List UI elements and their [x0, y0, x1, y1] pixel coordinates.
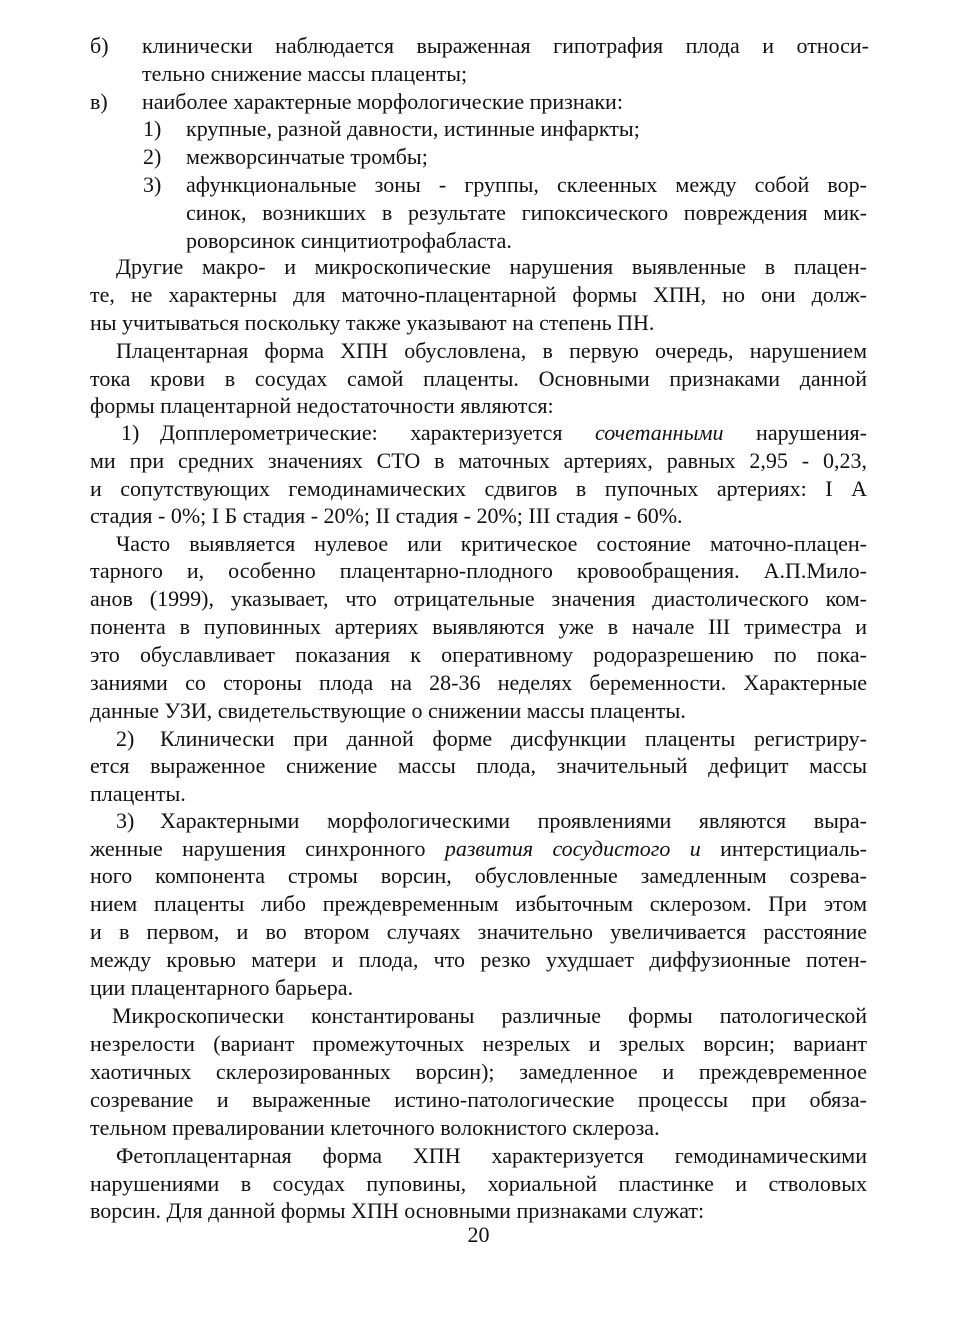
sublist-item-3-line2: синок, возникших в результате гипоксического повреждения мик- — [186, 200, 867, 225]
paragraph-4-line: анов (1999), указывает, что отрицательные значения диастолического ком- — [90, 586, 867, 611]
list-marker-v: в) — [90, 89, 108, 114]
paragraph-7-line: хаотичных склерозированных ворсин); замедленное и преждевременное — [90, 1059, 867, 1084]
list-item-b-line2: тельно снижение массы плаценты; — [142, 61, 468, 86]
paragraph-6-line: ции плацентарного барьера. — [90, 975, 354, 1000]
paragraph-8-line: Фетоплацентарная форма ХПН характеризуется гемодинамическими — [116, 1143, 867, 1168]
paragraph-4-line: Часто выявляется нулевое или критическое состояние маточно-плацен- — [116, 531, 867, 556]
sublist-item-3-line1: афункциональные зоны - группы, склеенных между собой вор- — [186, 172, 867, 197]
numbered-marker-1: 1) — [121, 420, 140, 445]
paragraph-7-line: незрелости (вариант промежуточных незрелых и зрелых ворсин; вариант — [90, 1031, 867, 1056]
paragraph-1-line: Другие макро- и микроскопические нарушения выявленные в плацен- — [116, 254, 867, 279]
paragraph-3-line: ми при средних значениях СТО в маточных артериях, равных 2,95 - 0,23, — [90, 448, 867, 473]
paragraph-5-line: плаценты. — [90, 781, 186, 806]
paragraph-3-line: и сопутствующих гемодинамических сдвигов в пупочных артериях: I А — [90, 476, 867, 501]
page-number: 20 — [467, 1222, 490, 1247]
paragraph-7-line: Микроскопически константированы различные формы патологической — [112, 1003, 867, 1028]
paragraph-6-line: между кровью матери и плода, что резко ухудшает диффузионные потен- — [90, 947, 867, 972]
paragraph-8-line: нарушениями в сосудах пуповины, хориальной пластинке и стволовых — [90, 1171, 867, 1196]
paragraph-6-line1: Характерными морфологическими проявлениями являются выра- — [160, 808, 867, 833]
paragraph-2-line: тока крови в сосудах самой плаценты. Основными признаками данной — [90, 366, 867, 391]
sublist-marker-2: 2) — [143, 144, 162, 169]
paragraph-6-text: женные нарушения синхронного — [90, 836, 445, 861]
emphasis-text: развития сосудистого и — [444, 836, 701, 861]
sublist-marker-3: 3) — [143, 172, 162, 197]
paragraph-4-line: понента в пуповинных артериях выявляются уже в начале III триместра и — [90, 614, 867, 639]
paragraph-8-line: ворсин. Для данной формы ХПН основными признаками служат: — [90, 1198, 705, 1223]
sublist-item-1: крупные, разной давности, истинные инфаркты; — [186, 116, 640, 141]
paragraph-5-line1: Клинически при данной форме дисфункции плаценты регистриру- — [160, 726, 867, 751]
paragraph-1-line: ны учитываться поскольку также указывают на степень ПН. — [90, 310, 655, 335]
paragraph-3-text: нарушения- — [723, 420, 867, 445]
paragraph-6-text: интерстициаль- — [700, 836, 867, 861]
paragraph-7-line: тельном превалировании клеточного волокнистого склероза. — [90, 1115, 660, 1140]
paragraph-4-line: это обуславливает показания к оперативному родоразрешению по пока- — [90, 642, 867, 667]
numbered-marker-3: 3) — [116, 808, 135, 833]
paragraph-2-line: формы плацентарной недостаточности являются: — [90, 393, 554, 418]
paragraph-6-line: ного компонента стромы ворсин, обусловленные замедленным созрева- — [90, 863, 867, 888]
paragraph-5-line: ется выраженное снижение массы плода, значительный дефицит массы — [90, 753, 867, 778]
paragraph-4-line: данные УЗИ, свидетельствующие о снижении массы плаценты. — [90, 698, 686, 723]
paragraph-6-line: нием плаценты либо преждевременным избыточным склерозом. При этом — [90, 891, 867, 916]
paragraph-7-line: созревание и выраженные истино-патологические процессы при обяза- — [90, 1087, 867, 1112]
paragraph-3-line: стадия - 0%; I Б стадия - 20%; II стадия - 20%; III стадия - 60%. — [90, 503, 683, 528]
paragraph-3-text: Допплерометрические: характеризуется — [160, 420, 595, 445]
sublist-marker-1: 1) — [143, 116, 162, 141]
sublist-item-3-line3: роворсинок синцитиотрофабласта. — [186, 228, 512, 253]
paragraph-4-line: тарного и, особенно плацентарно-плодного кровообращения. А.П.Мило- — [90, 558, 867, 583]
paragraph-1-line: те, не характерны для маточно-плацентарной формы ХПН, но они долж- — [90, 282, 867, 307]
paragraph-3-line1 — [160, 419, 867, 447]
paragraph-4-line: заниями со стороны плода на 28-36 неделях беременности. Характерные — [90, 670, 867, 695]
list-item-v-line1: наиболее характерные морфологические признаки: — [142, 89, 623, 114]
list-item-b-line1: клинически наблюдается выраженная гипотрафия плода и относи- — [142, 33, 869, 58]
emphasis-text: сочетанными — [594, 420, 724, 445]
paragraph-6-line2 — [90, 835, 867, 863]
paragraph-2-line: Плацентарная форма ХПН обусловлена, в первую очередь, нарушением — [116, 338, 867, 363]
list-marker-b: б) — [90, 33, 109, 58]
numbered-marker-2: 2) — [116, 726, 135, 751]
paragraph-6-line: и в первом, и во втором случаях значительно увеличивается расстояние — [90, 919, 867, 944]
sublist-item-2: межворсинчатые тромбы; — [186, 144, 428, 169]
